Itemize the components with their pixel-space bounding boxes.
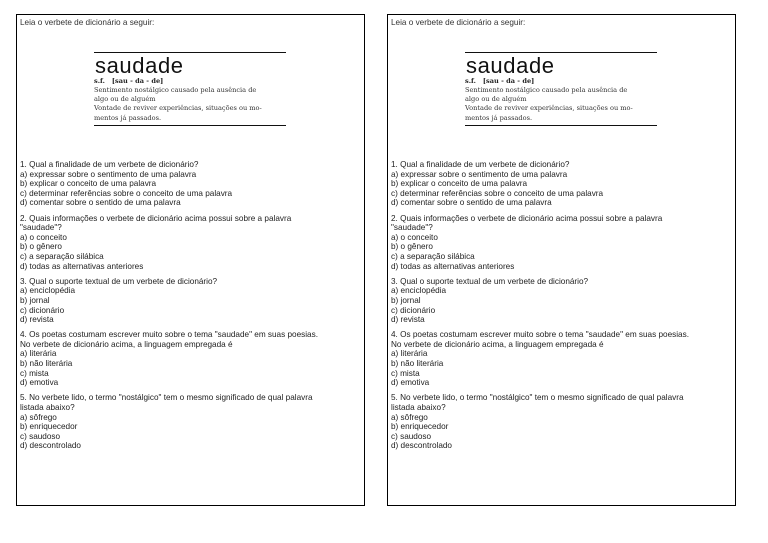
entry-bottom-rule bbox=[94, 125, 286, 126]
dictionary-entry bbox=[94, 52, 286, 126]
definition-line: Vontade de reviver experiências, situações ou mo- bbox=[94, 104, 262, 113]
option-d: d) comentar sobre o sentido de uma palavra bbox=[20, 198, 181, 208]
question-stem: 2. Quais informações o verbete de dicionário acima possui sobre a palavra bbox=[20, 213, 292, 223]
option-c: c) mista bbox=[20, 368, 49, 378]
option-d: d) revista bbox=[20, 315, 54, 325]
option-d: d) descontrolado bbox=[391, 441, 452, 451]
worksheet-left bbox=[16, 14, 365, 506]
question-stem: listada abaixo? bbox=[391, 403, 446, 413]
entry-word: saudade bbox=[466, 53, 555, 78]
option-c: c) saudoso bbox=[391, 431, 432, 441]
question-stem: 1. Qual a finalidade de um verbete de dicionário? bbox=[20, 160, 199, 169]
option-d: d) comentar sobre o sentido de uma palavra bbox=[391, 198, 552, 208]
option-b: b) o gênero bbox=[20, 242, 62, 252]
question-stem: 4. Os poetas costumam escrever muito sobre o tema "saudade" em suas poesias. bbox=[391, 330, 689, 340]
entry-pos: s.f. bbox=[465, 77, 476, 85]
option-b: b) não literária bbox=[20, 359, 73, 369]
definition-line: algo ou de alguém bbox=[94, 95, 156, 104]
definition-line: Vontade de reviver experiências, situações ou mo- bbox=[465, 104, 633, 113]
option-b: b) enriquecedor bbox=[20, 422, 78, 432]
option-a: a) expressar sobre o sentimento de uma palavra bbox=[391, 169, 568, 179]
question-stem: 3. Qual o suporte textual de um verbete de dicionário? bbox=[391, 276, 589, 286]
definition-line: Sentimento nostálgico causado pela ausência de bbox=[94, 86, 257, 94]
option-a: a) sôfrego bbox=[391, 412, 428, 422]
option-b: b) enriquecedor bbox=[391, 422, 449, 432]
option-d: d) emotiva bbox=[391, 378, 430, 388]
question-stem: No verbete de dicionário acima, a linguagem empregada é bbox=[391, 339, 604, 349]
question-list bbox=[391, 160, 731, 457]
option-d: d) revista bbox=[391, 315, 425, 325]
option-c: c) saudoso bbox=[20, 431, 61, 441]
option-a: a) o conceito bbox=[20, 232, 67, 242]
option-c: c) dicionário bbox=[20, 305, 65, 315]
option-c: c) determinar referências sobre o conceito de uma palavra bbox=[20, 188, 233, 198]
entry-syllables: [sau - da - de] bbox=[482, 77, 535, 85]
definition-line: algo ou de alguém bbox=[465, 95, 527, 104]
option-b: b) o gênero bbox=[391, 242, 433, 252]
entry-grammar bbox=[465, 77, 657, 86]
intro-text: Leia o verbete de dicionário a seguir: bbox=[20, 18, 155, 27]
question-1 bbox=[391, 160, 731, 208]
question-1 bbox=[20, 160, 360, 208]
question-list bbox=[20, 160, 360, 457]
entry-syllables: [sau - da - de] bbox=[111, 77, 164, 85]
question-3 bbox=[391, 277, 731, 325]
question-4 bbox=[20, 330, 360, 388]
option-d: d) todas as alternativas anteriores bbox=[391, 261, 515, 271]
option-a: a) o conceito bbox=[391, 232, 438, 242]
question-stem: "saudade"? bbox=[391, 223, 433, 233]
option-a: a) sôfrego bbox=[20, 412, 57, 422]
entry-definition bbox=[94, 86, 286, 123]
question-2 bbox=[20, 214, 360, 272]
option-a: a) enciclopédia bbox=[20, 286, 76, 296]
definition-line: Sentimento nostálgico causado pela ausência de bbox=[465, 86, 628, 94]
definition-line: mentos já passados. bbox=[465, 113, 533, 122]
question-stem: 2. Quais informações o verbete de dicionário acima possui sobre a palavra bbox=[391, 213, 663, 223]
option-b: b) explicar o conceito de uma palavra bbox=[20, 179, 157, 189]
question-stem: No verbete de dicionário acima, a linguagem empregada é bbox=[20, 339, 233, 349]
option-b: b) jornal bbox=[20, 295, 50, 305]
question-5 bbox=[20, 393, 360, 451]
option-a: a) literária bbox=[391, 349, 428, 359]
option-c: c) determinar referências sobre o conceito de uma palavra bbox=[391, 188, 604, 198]
option-a: a) enciclopédia bbox=[391, 286, 447, 296]
question-stem: 1. Qual a finalidade de um verbete de dicionário? bbox=[391, 160, 570, 169]
option-b: b) não literária bbox=[391, 359, 444, 369]
question-stem: 4. Os poetas costumam escrever muito sobre o tema "saudade" em suas poesias. bbox=[20, 330, 318, 340]
question-stem: listada abaixo? bbox=[20, 403, 75, 413]
question-2 bbox=[391, 214, 731, 272]
option-c: c) a separação silábica bbox=[391, 251, 475, 261]
option-d: d) descontrolado bbox=[20, 441, 81, 451]
option-b: b) explicar o conceito de uma palavra bbox=[391, 179, 528, 189]
option-d: d) todas as alternativas anteriores bbox=[20, 261, 144, 271]
option-c: c) mista bbox=[391, 368, 420, 378]
question-stem: 3. Qual o suporte textual de um verbete de dicionário? bbox=[20, 276, 218, 286]
option-d: d) emotiva bbox=[20, 378, 59, 388]
entry-definition bbox=[465, 86, 657, 123]
question-5 bbox=[391, 393, 731, 451]
dictionary-entry bbox=[465, 52, 657, 126]
question-stem: 5. No verbete lido, o termo "nostálgico" tem o mesmo significado de qual palavra bbox=[20, 393, 313, 403]
question-stem: 5. No verbete lido, o termo "nostálgico" tem o mesmo significado de qual palavra bbox=[391, 393, 684, 403]
question-stem: "saudade"? bbox=[20, 223, 62, 233]
worksheet-right bbox=[387, 14, 736, 506]
entry-word: saudade bbox=[95, 53, 184, 78]
option-c: c) a separação silábica bbox=[20, 251, 104, 261]
entry-pos: s.f. bbox=[94, 77, 105, 85]
entry-bottom-rule bbox=[465, 125, 657, 126]
option-c: c) dicionário bbox=[391, 305, 436, 315]
entry-grammar bbox=[94, 77, 286, 86]
option-a: a) expressar sobre o sentimento de uma palavra bbox=[20, 169, 197, 179]
definition-line: mentos já passados. bbox=[94, 113, 162, 122]
intro-text: Leia o verbete de dicionário a seguir: bbox=[391, 18, 526, 27]
question-3 bbox=[20, 277, 360, 325]
question-4 bbox=[391, 330, 731, 388]
option-b: b) jornal bbox=[391, 295, 421, 305]
option-a: a) literária bbox=[20, 349, 57, 359]
